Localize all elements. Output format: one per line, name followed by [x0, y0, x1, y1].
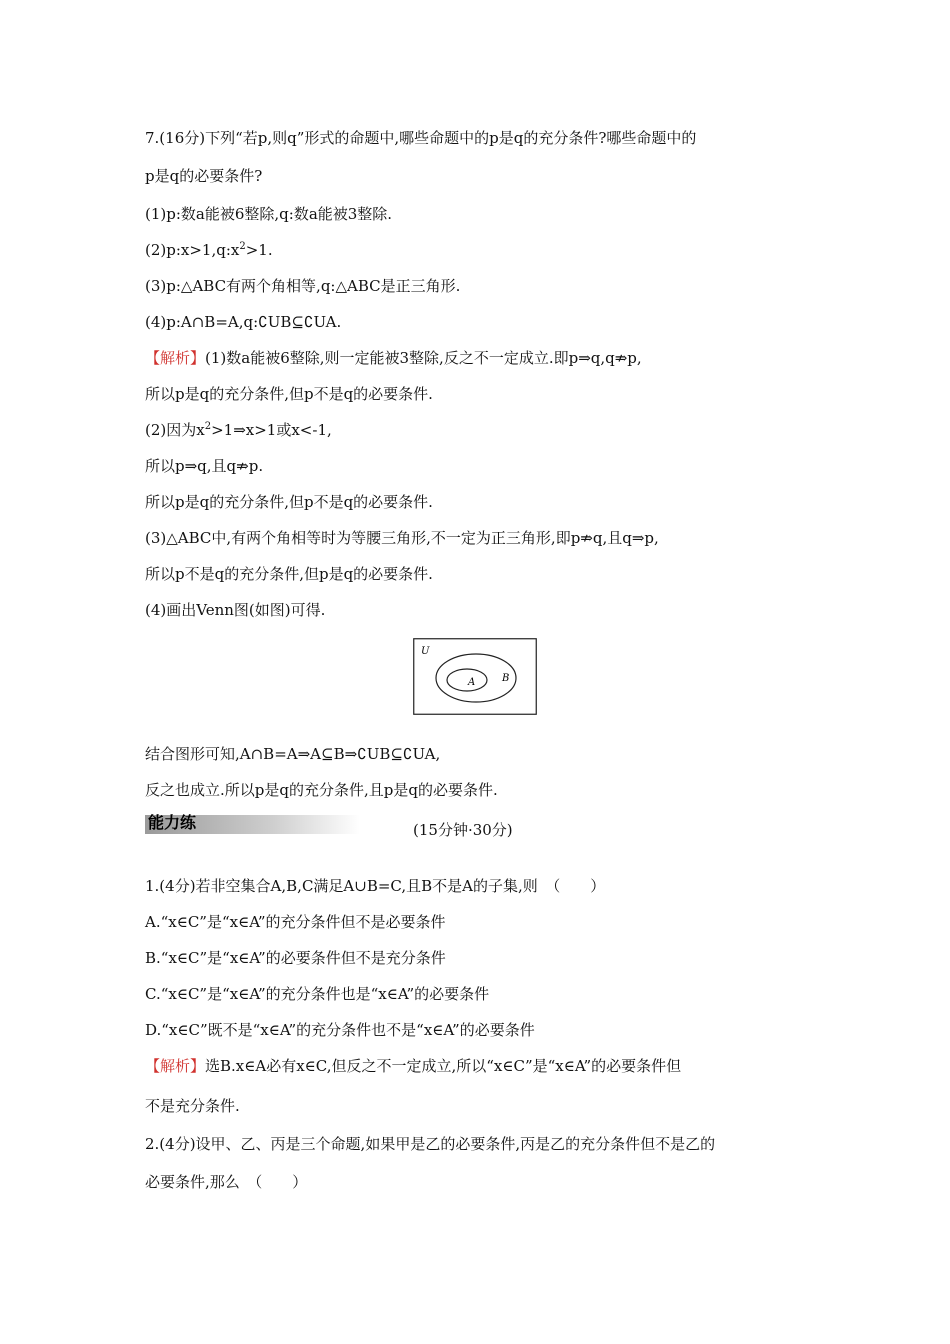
solution-7-line-9: 结合图形可知,A∩B=A⇒A⊆B⇒∁UB⊆∁UA, — [145, 745, 441, 763]
solution-7-line-6: (3)△ABC中,有两个角相等时为等腰三角形,不一定为正三角形,即p⇏q,且q⇒p, — [145, 529, 659, 547]
solution-7-line-1: 【解析】(1)数a能被6整除,则一定能被3整除,反之不一定成立.即p⇒q,q⇏p, — [145, 349, 642, 367]
q1-solution-line-1: 【解析】选B.x∈A必有x∈C,但反之不一定成立,所以“x∈C”是“x∈A”的必要条件但 — [145, 1057, 682, 1075]
solution-tag: 【解析】 — [145, 1057, 206, 1075]
q7-item-4: (4)p:A∩B=A,q:∁UB⊆∁UA. — [145, 313, 342, 331]
q7-item-1: (1)p:数a能被6整除,q:数a能被3整除. — [145, 205, 393, 223]
q7-item-3: (3)p:△ABC有两个角相等,q:△ABC是正三角形. — [145, 277, 461, 295]
solution-tag: 【解析】 — [145, 349, 206, 367]
q1-stem: 1.(4分)若非空集合A,B,C满足A∪B=C,且B不是A的子集,则 （ ） — [145, 877, 606, 895]
venn-label-a: A — [468, 677, 476, 688]
section-title: 能力练 — [148, 813, 197, 832]
solution-7-line-4: 所以p⇒q,且q⇏p. — [145, 457, 264, 475]
q2-stem-line-2: 必要条件,那么 （ ） — [145, 1173, 308, 1191]
q2-stem-line-1: 2.(4分)设甲、乙、丙是三个命题,如果甲是乙的必要条件,丙是乙的充分条件但不是乙的 — [145, 1135, 716, 1153]
q1-option-a: A.“x∈C”是“x∈A”的充分条件但不是必要条件 — [145, 913, 446, 931]
venn-label-u: U — [421, 646, 430, 657]
q1-option-c: C.“x∈C”是“x∈A”的充分条件也是“x∈A”的必要条件 — [145, 985, 490, 1003]
q7-item-2: $(2)p:x>1,q:x^2>1$. — [145, 241, 273, 259]
q1-solution-line-2: 不是充分条件. — [145, 1097, 240, 1115]
solution-7-line-8: (4)画出Venn图(如图)可得. — [145, 601, 326, 619]
solution-7-line-7: 所以p不是q的充分条件,但p是q的必要条件. — [145, 565, 433, 583]
q7-stem-line-2: p是q的必要条件? — [145, 167, 263, 185]
section-meta: (15分钟·30分) — [413, 821, 513, 839]
q1-option-d: D.“x∈C”既不是“x∈A”的充分条件也不是“x∈A”的必要条件 — [145, 1021, 535, 1039]
venn-set-a — [447, 669, 487, 691]
venn-label-b: B — [502, 673, 510, 684]
solution-7-line-3: (2)因为$x^2>1\Rightarrow x>1$或x<-1, — [145, 421, 332, 439]
solution-7-line-10: 反之也成立.所以p是q的充分条件,且p是q的必要条件. — [145, 781, 498, 799]
solution-7-line-5: 所以p是q的充分条件,但p不是q的必要条件. — [145, 493, 433, 511]
solution-7-line-2: 所以p是q的充分条件,但p不是q的必要条件. — [145, 385, 433, 403]
venn-diagram — [413, 638, 537, 715]
q7-stem-line-1: 7.(16分)下列“若p,则q”形式的命题中,哪些命题中的p是q的充分条件?哪些命题中的 — [145, 129, 697, 147]
q1-option-b: B.“x∈C”是“x∈A”的必要条件但不是充分条件 — [145, 949, 446, 967]
